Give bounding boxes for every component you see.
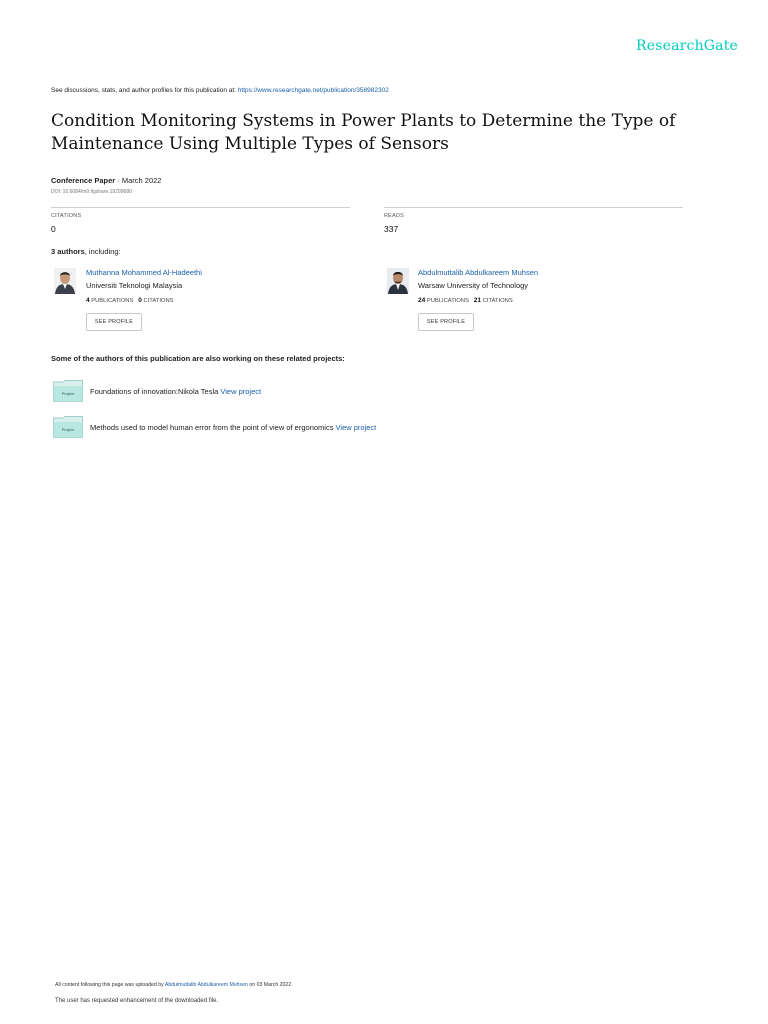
author-affiliation-2: Warsaw University of Technology bbox=[418, 281, 529, 290]
author-stats-2 bbox=[418, 297, 513, 304]
project-icon-1[interactable] bbox=[53, 380, 83, 402]
author-affiliation-1: Universiti Teknologi Malaysia bbox=[86, 281, 183, 290]
author-publications-label-2: PUBLICATIONS bbox=[426, 298, 469, 304]
author-photo-icon bbox=[387, 268, 409, 294]
citations-label: CITATIONS bbox=[51, 213, 82, 219]
author-name-1[interactable]: Muthanna Mohammed Al-Hadeethi bbox=[86, 268, 202, 277]
project-name-2: Methods used to model human error from the point of view of ergonomics bbox=[90, 423, 336, 432]
upload-prefix: All content following this page was uploaded by bbox=[55, 982, 165, 988]
upload-suffix: on 03 March 2022. bbox=[247, 982, 293, 988]
discussions-line bbox=[51, 87, 389, 94]
authors-count-rest: , including: bbox=[84, 247, 121, 256]
project-folder-icon bbox=[53, 380, 83, 402]
author-photo-icon bbox=[54, 268, 76, 294]
authors-count-bold: 3 authors bbox=[51, 247, 85, 256]
author-avatar-2[interactable] bbox=[387, 268, 409, 294]
author-citations-label-2: CITATIONS bbox=[482, 298, 513, 304]
author-publications-count-2: 24 bbox=[418, 297, 426, 304]
reads-divider bbox=[384, 207, 683, 208]
project-row-2 bbox=[90, 423, 376, 432]
author-citations-count-1: 0 bbox=[138, 297, 142, 304]
uploader-link[interactable]: Abdulmuttalib Abdulkareem Muhsen bbox=[164, 982, 248, 988]
publication-title: Condition Monitoring Systems in Power Plants to Determine the Type of Maintenance Using Multiple Types of Sensors bbox=[51, 111, 676, 154]
author-publications-label-1: PUBLICATIONS bbox=[91, 298, 134, 304]
author-stats-1 bbox=[86, 297, 174, 304]
see-profile-button-2[interactable]: SEE PROFILE bbox=[418, 313, 474, 331]
publication-doi: DOI: 10.6084/m9.figshare.19299680 bbox=[51, 189, 132, 195]
author-citations-count-2: 21 bbox=[473, 297, 482, 304]
citations-divider bbox=[51, 207, 350, 208]
researchgate-logo[interactable]: ResearchGate bbox=[636, 38, 739, 54]
project-folder-icon bbox=[53, 416, 83, 438]
author-avatar-1[interactable] bbox=[54, 268, 76, 294]
publication-url-link[interactable]: https://www.researchgate.net/publication/358982302 bbox=[237, 87, 389, 94]
related-projects-heading: Some of the authors of this publication are also working on these related projects: bbox=[51, 354, 345, 363]
project-icon-2[interactable] bbox=[53, 416, 83, 438]
project-row-1 bbox=[90, 387, 261, 396]
date-separator: · bbox=[115, 176, 122, 185]
project-icon-label-1: Project bbox=[61, 391, 75, 396]
view-project-link-2[interactable]: View project bbox=[335, 423, 377, 432]
reads-value: 337 bbox=[384, 224, 399, 234]
reads-label: READS bbox=[384, 213, 404, 219]
author-publications-count-1: 4 bbox=[86, 297, 90, 304]
publication-type-line bbox=[51, 176, 161, 185]
enhancement-note: The user has requested enhancement of the downloaded file. bbox=[55, 998, 219, 1004]
project-name-1: Foundations of innovation:Nikola Tesla bbox=[90, 387, 221, 396]
publication-type: Conference Paper bbox=[51, 176, 116, 185]
see-profile-button-1[interactable]: SEE PROFILE bbox=[86, 313, 142, 331]
view-project-link-1[interactable]: View project bbox=[220, 387, 262, 396]
authors-count bbox=[51, 247, 121, 256]
discussions-prefix: See discussions, stats, and author profiles for this publication at: bbox=[51, 87, 238, 94]
project-icon-label-2: Project bbox=[61, 427, 75, 432]
author-citations-label-1: CITATIONS bbox=[143, 298, 174, 304]
upload-note bbox=[55, 982, 293, 988]
publication-date: March 2022 bbox=[121, 176, 162, 185]
author-name-2[interactable]: Abdulmuttalib Abdulkareem Muhsen bbox=[418, 268, 539, 277]
citations-value: 0 bbox=[51, 224, 56, 234]
